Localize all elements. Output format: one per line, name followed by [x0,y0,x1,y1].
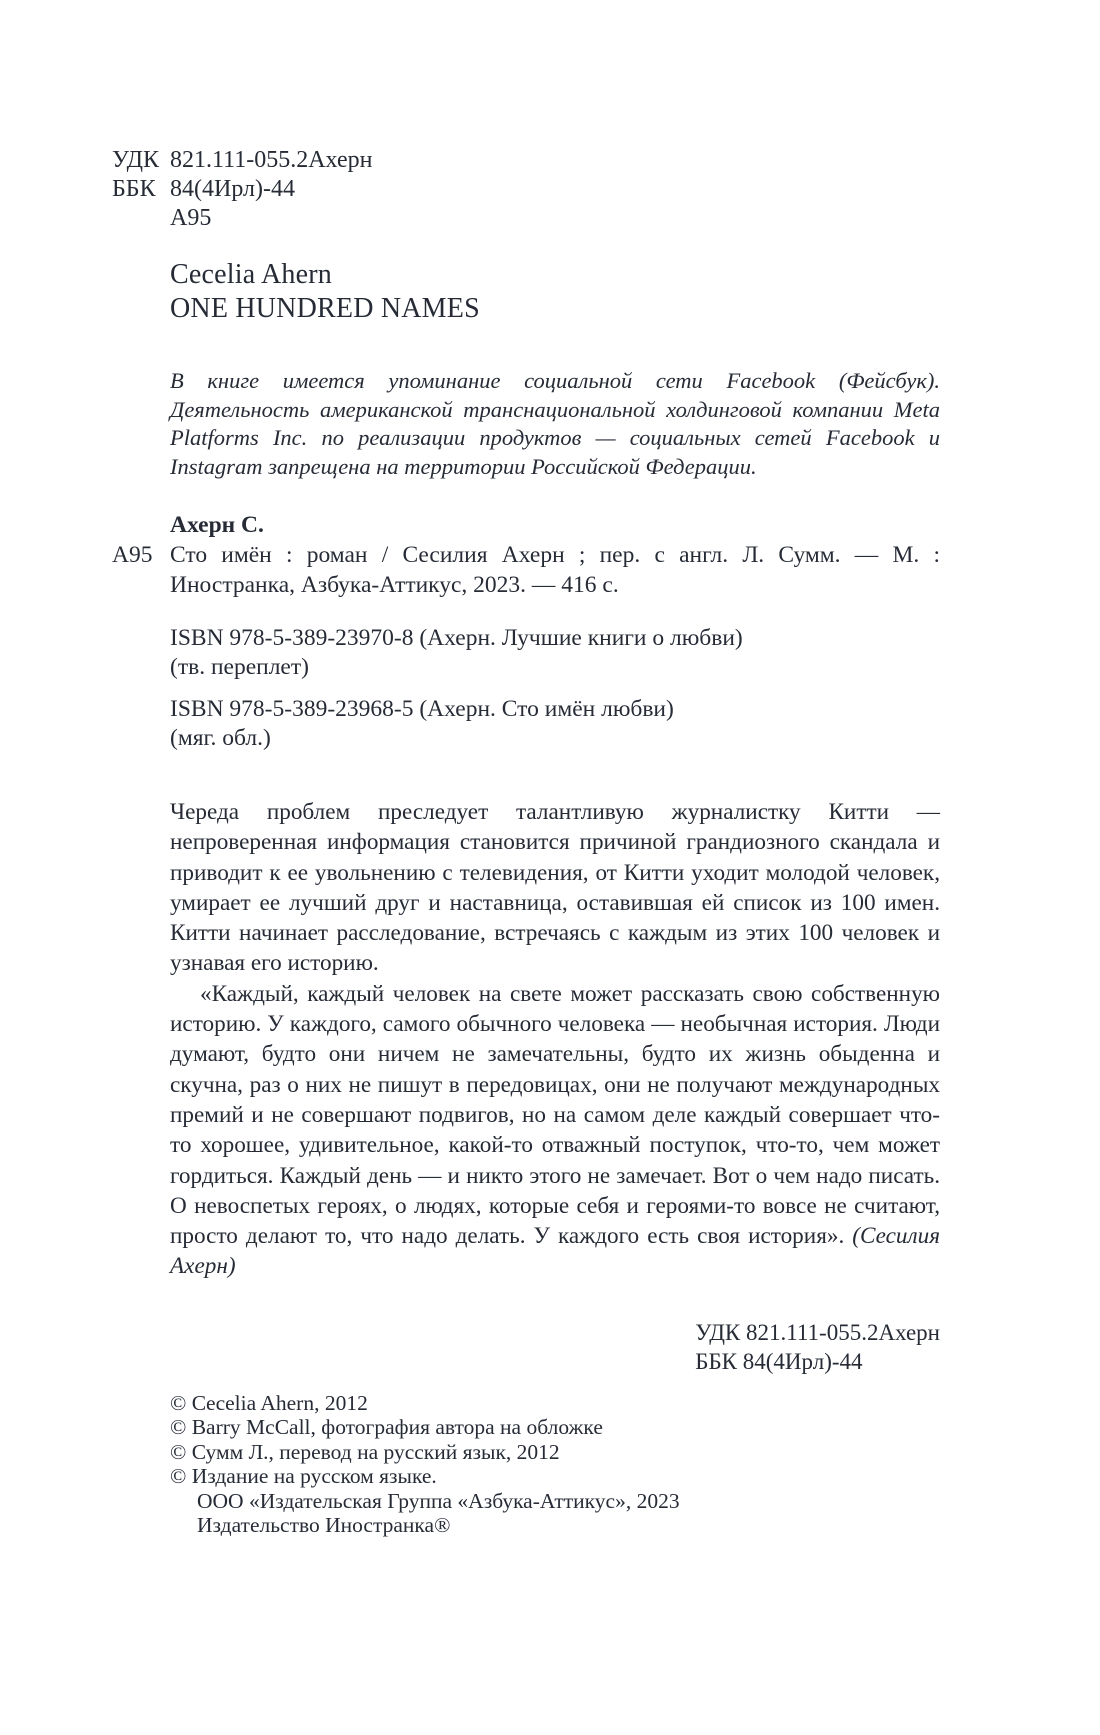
copyright-line: © Cecelia Ahern, 2012 [170,1390,368,1415]
isbn-hardcover-group [170,624,1100,682]
original-title-block [170,258,1100,326]
publisher-line: Издательство Иностранка® [197,1513,451,1538]
author-code: А95 [170,205,212,231]
catalog-author-heading: Ахерн С. [170,512,264,538]
legal-disclaimer: В книге имеется упоминание социальной сети Facebook (Фейсбук). Деятельность американской транснациональной холдинговой компании Meta Platforms Inc. по реализации продуктов — социальных сетей Facebook и Instagram запрещена на территории Российской Федерации. [170,368,940,479]
publisher-group-line: ООО «Издательская Группа «Азбука-Аттикус», 2023 [197,1488,680,1513]
original-author: Cecelia Ahern [170,259,332,290]
udc-bottom: УДК 821.111-055.2Ахерн [695,1319,940,1345]
udc-bbk-bottom-wrap [112,1318,940,1376]
annotation-paragraph-2 [170,979,940,1282]
udc-bbk-top-block [112,146,1100,233]
author-code-spacer [112,204,170,233]
isbn-paperback: ISBN 978-5-389-23968-5 (Ахерн. Сто имён любви) [170,696,674,722]
bbk-value: 84(4Ирл)-44 [170,176,295,202]
author-code-row [112,204,1100,233]
bbk-bottom: ББК 84(4Ирл)-44 [695,1348,863,1374]
isbn-hardcover: ISBN 978-5-389-23970-8 (Ахерн. Лучшие книги о любви) [170,625,743,651]
original-title: ONE HUNDRED NAMES [170,293,480,324]
copyright-line: © Barry McCall, фотография автора на обложке [170,1415,603,1440]
copyright-block [170,1391,1100,1538]
copyright-line: © Издание на русском языке. [170,1464,437,1489]
annotation-attribution: (Сесилия Ахерн) [170,1223,940,1280]
bbk-label: ББК [112,176,156,202]
annotation-block [170,797,940,1282]
catalog-entry [112,540,940,600]
udc-label: УДК [112,147,159,173]
udc-value: 821.111-055.2Ахерн [170,147,373,173]
udc-bbk-bottom-block [695,1318,940,1376]
copyright-line: © Сумм Л., перевод на русский язык, 2012 [170,1439,560,1464]
catalog-code: А95 [112,542,153,568]
isbn-paperback-group [170,695,1100,753]
isbn-paperback-note: (мяг. обл.) [170,725,271,751]
annotation-quote: «Каждый, каждый человек на свете может рассказать свою собственную историю. У каждого, самого обычного человека — необычная история. Люди думают, будто они ничем не замечательны, будто их жизнь обыденна и скучна, раз о них не пишут в передовицах, они не получают международных премий и не совершают подвигов, но на самом деле каждый совершает что-то хорошее, удивительное, какой-то отважный поступок, что-то, чем может гордиться. Каждый день — и никто этого не замечает. Вот о чем надо писать. О невоспетых героях, о людях, которые себя и героями-то вовсе не считают, просто делают то, что надо делать. У каждого есть своя история». [170,980,940,1250]
isbn-hardcover-note: (тв. переплет) [170,654,309,680]
udc-row [112,146,1100,175]
bbk-row [112,175,1100,204]
catalog-entry-text: Сто имён : роман / Сесилия Ахерн ; пер. с англ. Л. Сумм. — М. : Иностранка, Азбука-Аттикус, 2023. — 416 с. [170,542,940,598]
annotation-paragraph-1: Череда проблем преследует талантливую журналистку Китти — непроверенная информация становится причиной грандиозного скандала и приводит к ее увольнению с телевидения, от Китти уходит молодой человек, умирает ее лучший друг и наставница, оставившая ей список из 100 имен. Китти начинает расследование, встречаясь с каждым из этих 100 человек и узнавая его историю. [170,799,940,977]
